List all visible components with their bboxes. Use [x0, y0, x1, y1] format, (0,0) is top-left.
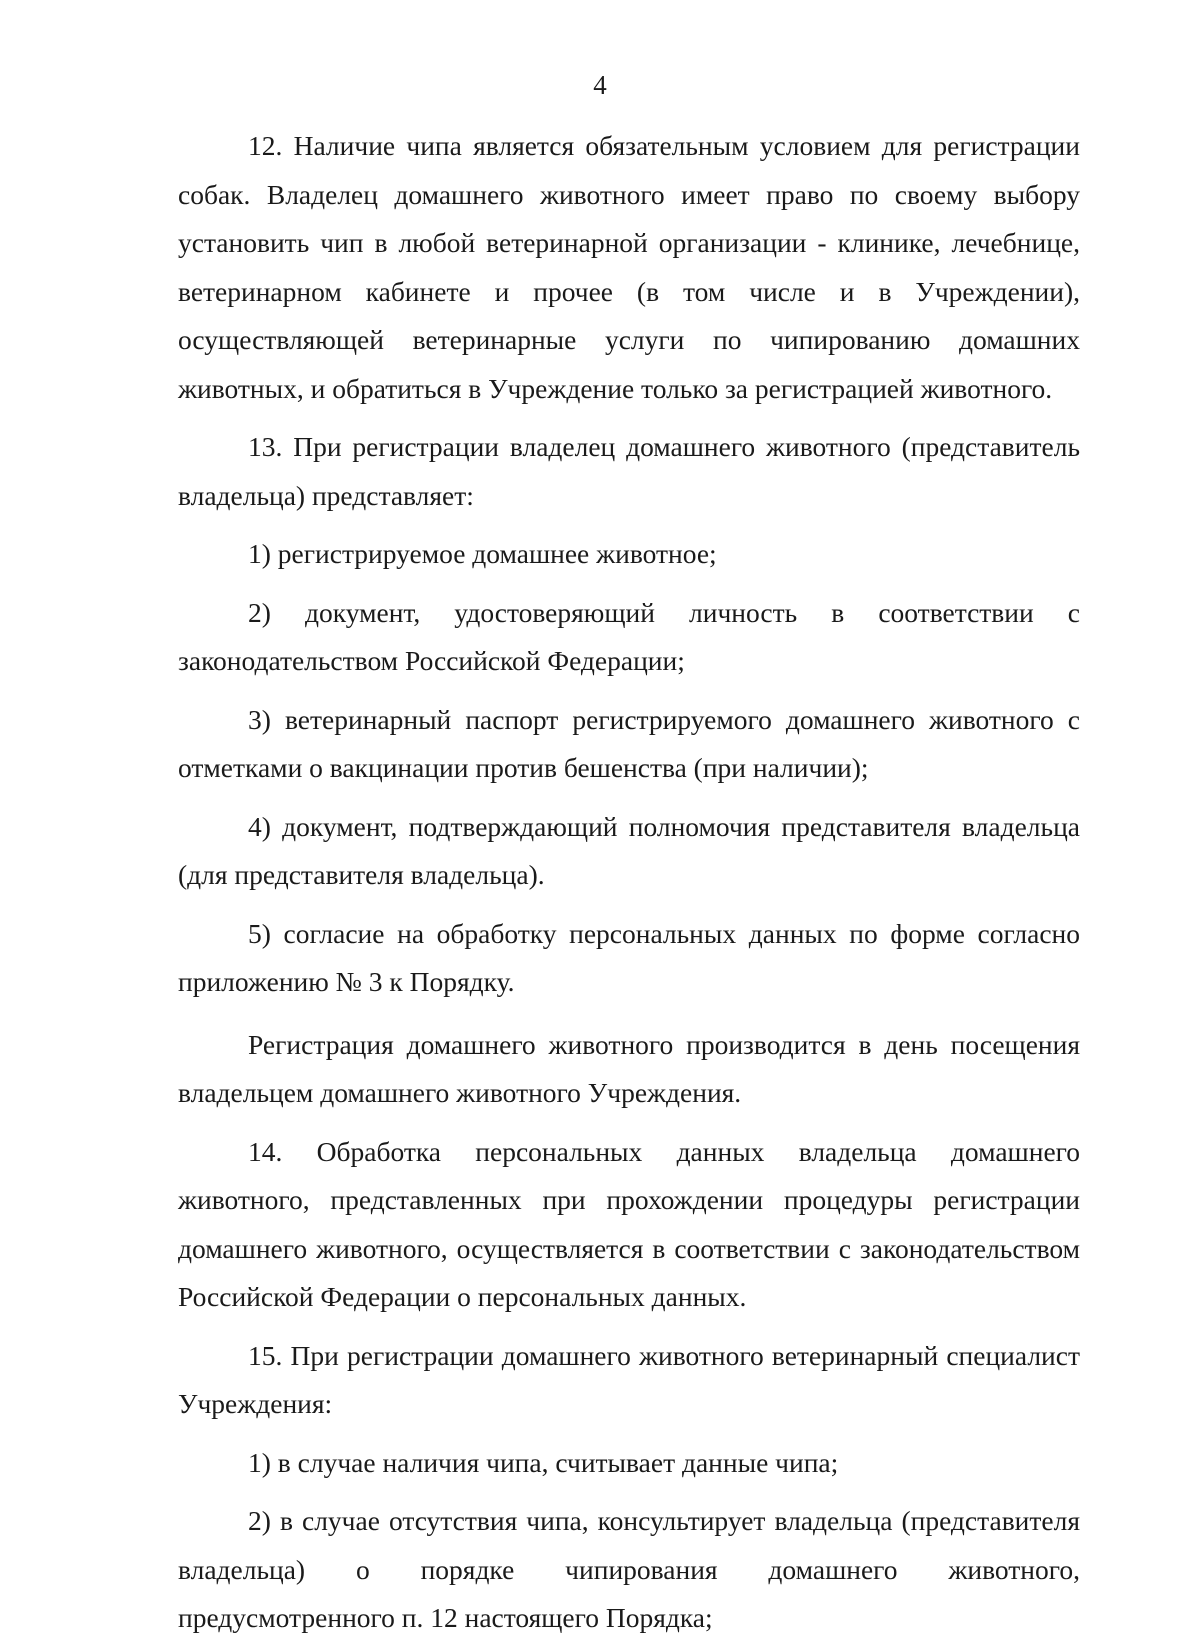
list-item-13-4: 4) документ, подтверждающий полномочия представителя владельца (для представителя владельца).	[178, 810, 1080, 890]
list-item-13-3: 3) ветеринарный паспорт регистрируемого домашнего животного с отметками о вакцинации против бешенства (при наличии);	[178, 703, 1080, 783]
document-body	[178, 122, 1080, 1643]
list-item-13-2: 2) документ, удостоверяющий личность в соответствии с законодательством Российской Федерации;	[178, 596, 1080, 676]
list-item-13-1: 1) регистрируемое домашнее животное;	[248, 538, 717, 569]
list-item-15-2: 2) в случае отсутствия чипа, консультирует владельца (представителя владельца) о порядке чипирования домашнего животного, предусмотренного п. 12 настоящего Порядка;	[178, 1505, 1080, 1633]
paragraph-14: 14. Обработка персональных данных владельца домашнего животного, представленных при прохождении процедуры регистрации домашнего животного, осуществляется в соответствии с законодательством Российской Федерации о персональных данных.	[178, 1135, 1080, 1312]
paragraph-13: 13. При регистрации владелец домашнего животного (представитель владельца) представляет:	[178, 431, 1080, 511]
paragraph-15: 15. При регистрации домашнего животного ветеринарный специалист Учреждения:	[178, 1339, 1080, 1419]
paragraph-registration-day: Регистрация домашнего животного производится в день посещения владельцем домашнего животного Учреждения.	[178, 1028, 1080, 1108]
page-number: 4	[593, 70, 607, 100]
list-item-13-5: 5) согласие на обработку персональных данных по форме согласно приложению № 3 к Порядку.	[178, 917, 1080, 997]
list-item-15-1: 1) в случае наличия чипа, считывает данные чипа;	[248, 1446, 839, 1478]
paragraph-12: 12. Наличие чипа является обязательным условием для регистрации собак. Владелец домашнего животного имеет право по своему выбору установить чип в любой ветеринарной организации - клинике, лечебнице, ветеринарном кабинете и прочее (в том числе и в Учреждении), осуществляющей ветеринарные услуги по чипированию домашних животных, и обратиться в Учреждение только за регистрацией животного.	[178, 130, 1080, 404]
